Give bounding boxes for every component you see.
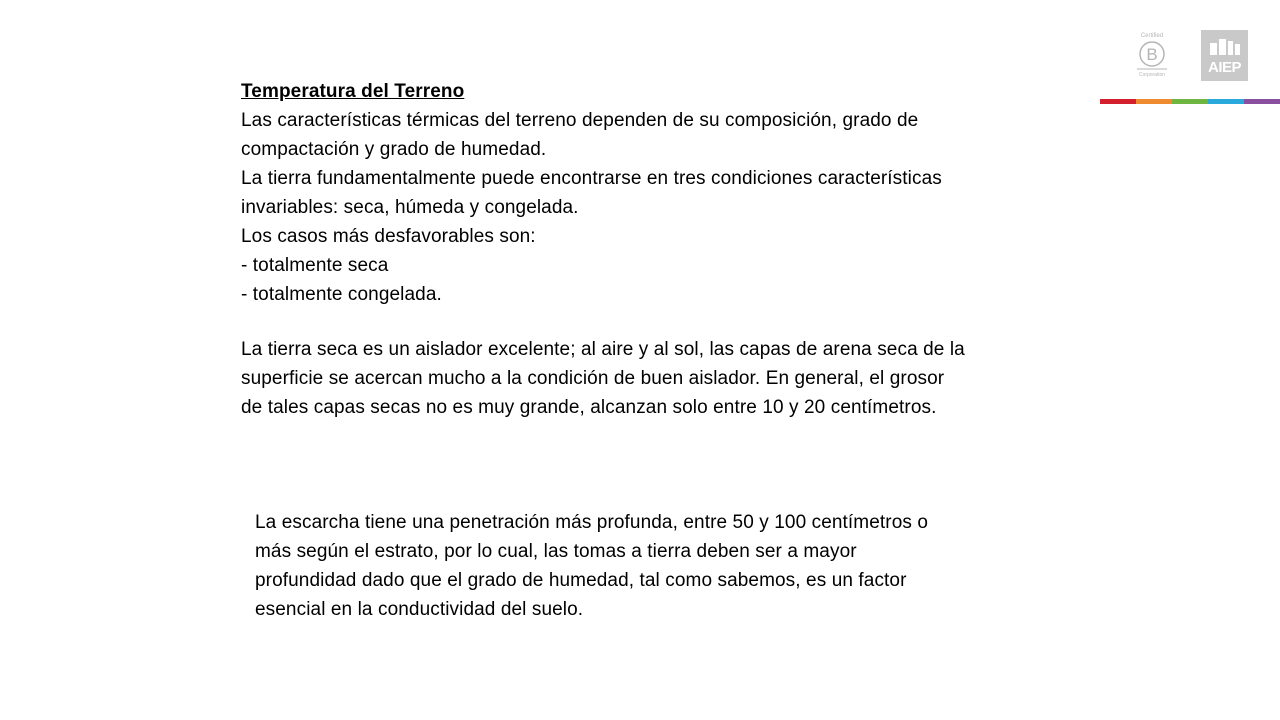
strip-green <box>1172 99 1208 104</box>
strip-purple <box>1244 99 1280 104</box>
paragraph-line: La escarcha tiene una penetración más profunda, entre 50 y 100 centímetros o <box>255 512 929 533</box>
paragraph-line: más según el estrato, por lo cual, las tomas a tierra deben ser a mayor <box>255 541 857 562</box>
paragraph-line: de tales capas secas no es muy grande, alcanzan solo entre 10 y 20 centímetros. <box>241 397 937 418</box>
paragraph-line: esencial en la conductividad del suelo. <box>255 599 584 620</box>
intro-text-block <box>241 77 1061 309</box>
brand-color-strip <box>1100 99 1280 104</box>
aiep-logo <box>1201 30 1248 81</box>
bcorp-top-text: Certified <box>1140 33 1164 39</box>
list-item-dry: - totalmente seca <box>241 255 389 276</box>
bcorp-bottom-text: Corporation <box>1138 72 1166 78</box>
frost-text-block <box>255 508 1055 624</box>
paragraph-line: superficie se acercan mucho a la condición de buen aislador. En general, el grosor <box>241 368 945 389</box>
paragraph-line: Las características térmicas del terreno dependen de su composición, grado de <box>241 110 919 131</box>
aiep-logo-text: AIEP <box>1207 59 1241 76</box>
paragraph-line: compactación y grado de humedad. <box>241 139 547 160</box>
paragraph-line: profundidad dado que el grado de humedad, tal como sabemos, es un factor <box>255 570 907 591</box>
aiep-buildings-icon <box>1210 39 1240 55</box>
dry-soil-text-block <box>241 335 1061 422</box>
list-item-frozen: - totalmente congelada. <box>241 284 442 305</box>
section-title: Temperatura del Terreno <box>241 81 465 102</box>
bcorp-letter: B <box>1146 45 1158 64</box>
strip-orange <box>1136 99 1172 104</box>
paragraph-line: Los casos más desfavorables son: <box>241 226 536 247</box>
strip-red <box>1100 99 1136 104</box>
paragraph-line: La tierra seca es un aislador excelente; al aire y al sol, las capas de arena seca de la <box>241 339 965 360</box>
paragraph-line: La tierra fundamentalmente puede encontrarse en tres condiciones características <box>241 168 942 189</box>
paragraph-line: invariables: seca, húmeda y congelada. <box>241 197 579 218</box>
bcorp-logo <box>1133 30 1171 80</box>
strip-blue <box>1208 99 1244 104</box>
